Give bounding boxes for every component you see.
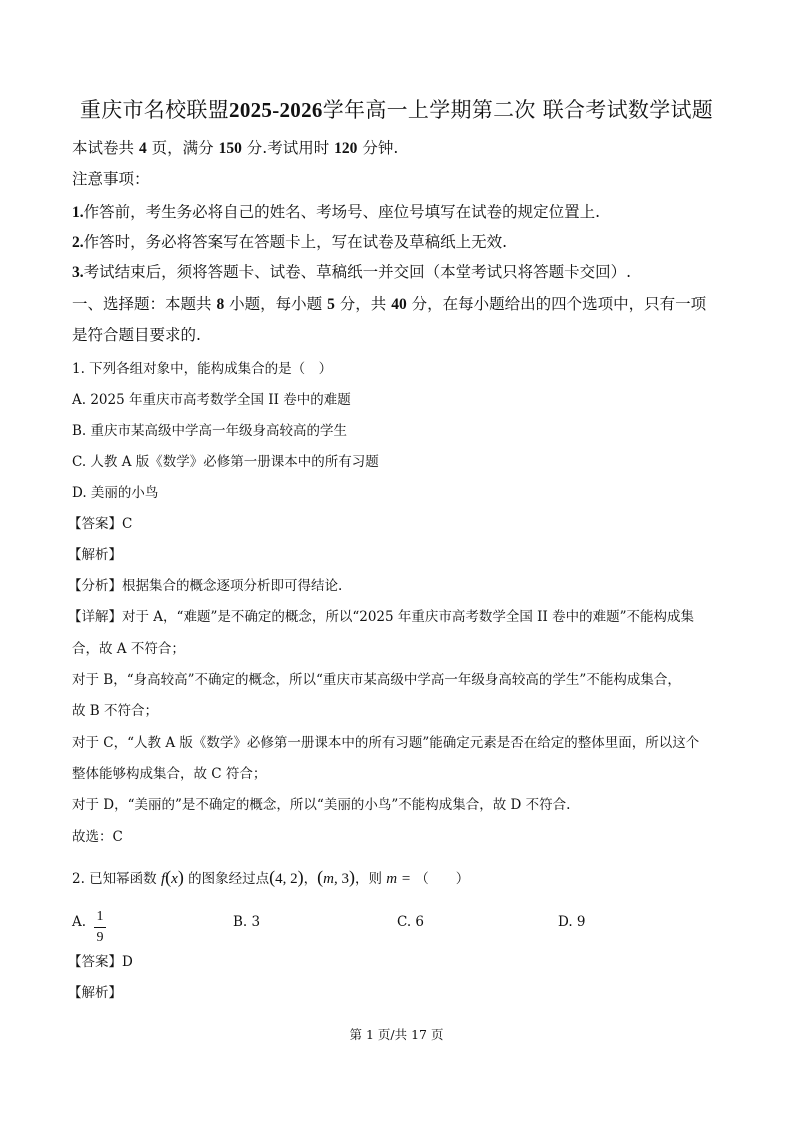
q1-detail-line: 故 B 不符合； [72,703,159,719]
q2-stem-text: （ ） [415,871,470,887]
title-pre: 重庆市名校联盟 [79,98,230,122]
q1-answer: 【答案】C [68,516,133,532]
q2-point-1: 4, 2 [275,871,298,887]
notice-item-text: 考试结束后，须将答题卡、试卷、草稿纸一并交回（本堂考试只将答题卡交回）. [83,263,632,281]
q2-point-2-m: m [323,871,334,887]
q2-comma: ， [303,871,318,887]
section-heading [72,292,733,314]
exam-title [0,94,793,124]
intro-text: 分钟. [362,139,399,157]
q2-m-equals: m = [386,871,411,887]
q1-detail-line: 整体能够构成集合，故 C 符合； [72,766,267,782]
q2-stem-text: ，则 [354,871,382,887]
title-years: 2025-2026 [229,98,323,122]
q1-option-a: A. 2025 年重庆市高考数学全国 II 卷中的难题 [72,392,351,408]
section-text: 一、选择题：本题共 [72,295,212,313]
fraction-numerator: 1 [96,909,104,924]
intro-score: 150 [218,140,242,157]
q2-stem-text: 的图象经过点 [188,871,270,887]
notice-item-number: 3. [72,264,84,281]
section-count: 8 [216,296,225,313]
notice-item-2 [72,230,733,252]
title-post: 学年高一上学期第二次 联合考试数学试题 [322,98,714,122]
q1-analysis-label: 【解析】 [68,547,122,563]
q1-fenxi: 【分析】根据集合的概念逐项分析即可得结论. [68,578,343,594]
q2-options [72,908,672,944]
q2-stem-text: 2. 已知幂函数 [72,871,157,887]
section-heading-line2: 是符合题目要求的. [72,326,201,344]
intro-text: 本试卷共 [72,139,135,157]
intro-text: 分.考试用时 [246,139,330,157]
q1-detail-line: 对于 C，“人教 A 版《数学》必修第一册课本中的所有习题”能确定元素是否在给定的整体里面，所以这个 [72,735,700,751]
q1-detail-line: 合，故 A 不符合； [72,641,185,657]
q2-func-var: x [171,871,178,887]
q1-detail-line: 对于 D，“美丽的”是不确定的概念，所以“美丽的小鸟”不能构成集合，故 D 不符合. [72,797,571,813]
q1-option-d: D. 美丽的小鸟 [72,485,159,501]
q2-option-c: C. 6 [397,914,425,930]
q2-func-symbol: f [160,871,166,887]
notice-item-number: 1. [72,204,84,221]
intro-minutes: 120 [334,140,358,157]
q2-answer: 【答案】D [68,954,133,970]
notice-item-3 [72,260,733,282]
fraction-denominator: 9 [96,930,104,945]
q1-option-c: C. 人教 A 版《数学》必修第一册课本中的所有习题 [72,454,379,470]
q1-detail-line: 对于 B，“身高较高”不确定的概念，所以“重庆市某高级中学高一年级身高较高的学生”不能构成集合， [72,672,681,688]
intro-text: 页，满分 [151,139,214,157]
section-text: 分，在每小题给出的四个选项中，只有一项 [411,295,707,313]
page-footer: 第 1 页/共 17 页 [349,1027,444,1042]
section-text: 分，共 [339,295,387,313]
q2-stem: 2. 已知幂函数 f(x) 的图象经过点(4, 2)，(m, 3)，则 m = （ ） [72,867,470,887]
q2-option-d: D. 9 [558,914,586,930]
q1-option-b: B. 重庆市某高级中学高一年级身高较高的学生 [72,423,348,439]
q2-option-a-fraction [94,910,106,945]
q1-detail-line: 【详解】对于 A，“难题”是不确定的概念，所以“2025 年重庆市高考数学全国 II 卷中的难题”不能构成集 [68,609,695,625]
q2-option-a-label: A. [72,914,87,930]
notice-item-text: 作答前，考生务必将自己的姓名、考场号、座位号填写在试卷的规定位置上. [83,203,601,221]
fraction-bar [94,927,106,928]
q2-point-2-value: , 3 [333,871,349,887]
intro-line [72,136,733,158]
q2-option-a [72,909,104,945]
q1-choose: 故选：C [72,829,123,845]
notice-item-text: 作答时，务必将答案写在答题卡上，写在试卷及草稿纸上无效. [83,233,508,251]
q1-stem: 1. 下列各组对象中，能构成集合的是（ ） [72,361,333,377]
section-each-score: 5 [327,296,335,313]
notice-heading: 注意事项： [72,170,150,188]
q2-analysis-label: 【解析】 [68,985,122,1001]
intro-pages: 4 [138,140,147,157]
q2-option-b: B. 3 [233,914,261,930]
section-total-score: 40 [391,296,407,313]
notice-item-1 [72,200,733,222]
section-text: 小题，每小题 [229,295,323,313]
notice-item-number: 2. [72,234,84,251]
